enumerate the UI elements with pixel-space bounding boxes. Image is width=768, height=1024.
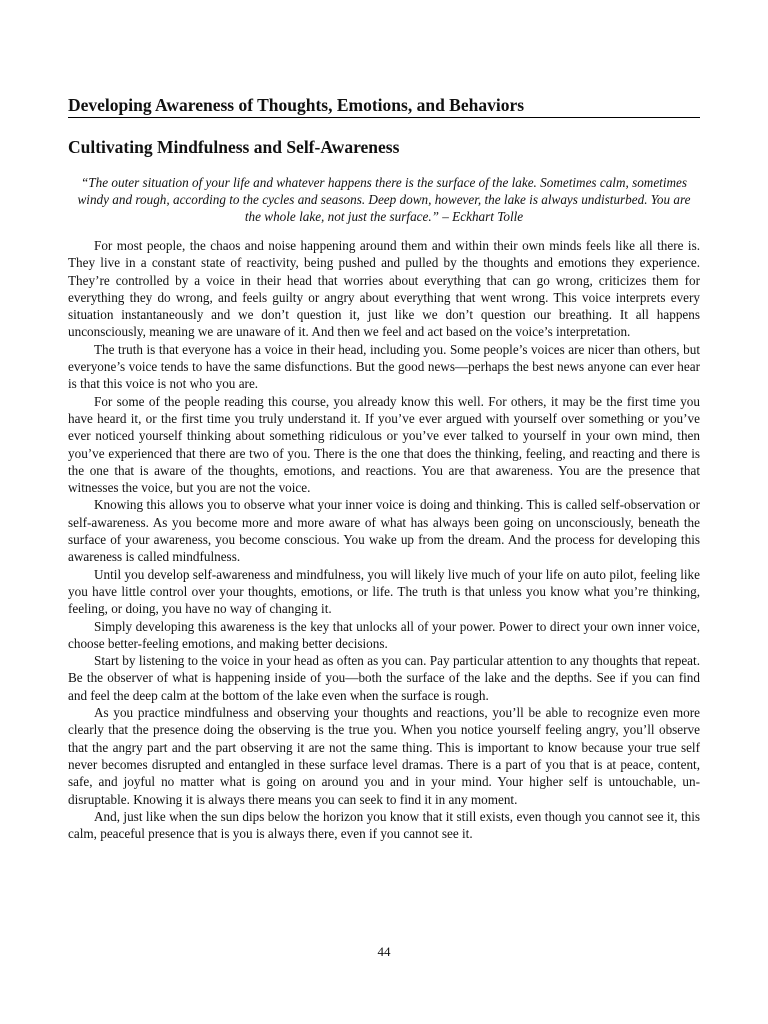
paragraph-4: Knowing this allows you to observe what your inner voice is doing and thinking. This is called self-observation or self-awareness. As you become more and more aware of what has always been going on unconsciously, beneath the surface of your awareness, you become conscious. You wake up from the dream. And the process for developing this awareness is called mindfulness. <box>68 497 700 565</box>
paragraph-7: Start by listening to the voice in your head as often as you can. Pay particular attention to any thoughts that repeat. Be the observer of what is happening inside of you—both the surface of the lake and the depths. See if you can find and feel the deep calm at the bottom of the lake even when the surface is rough. <box>68 653 700 703</box>
paragraph-2: The truth is that everyone has a voice in their head, including you. Some people’s voices are nicer than others, but everyone’s voice tends to have the same disfunctions. But the good news—perhaps the best news anyone can ever hear is that this voice is not who you are. <box>68 341 700 392</box>
epigraph-quote: “The outer situation of your life and whatever happens there is the surface of the lake. Sometimes calm, sometimes windy and rough, according to the cycles and seasons. Deep down, however, the lake is always undisturbed. You are the whole lake, not just the surface.” – Eckhart Tolle <box>77 175 691 225</box>
paragraph-3: For some of the people reading this course, you already know this well. For others, it may be the first time you have heard it, or the first time you truly understand it. If you’ve ever argued with yourself over something or you’ve ever noticed yourself thinking about something ridiculous or you’ve ever talked to yourself in your own mind, then you’ve experienced that there are two of you. There is the one that does the thinking, feeling, and reacting and there is the one that is aware of the thoughts, emotions, and reactions. You are that awareness. You are the presence that witnesses the voice, but you are not the voice. <box>68 393 700 496</box>
section-title: Cultivating Mindfulness and Self-Awareness <box>68 137 400 157</box>
paragraph-8: As you practice mindfulness and observing your thoughts and reactions, you’ll be able to recognize even more clearly that the presence doing the observing is the true you. When you notice yourself feeling angry, you’ll observe that the angry part and the part observing it are not the same thing. This is important to know because your true self never becomes disrupted and entangled in these surface level dramas. There is a part of you that is at peace, content, safe, and joyful no matter what is going on around you and in your mind. Your higher self is untouchable, un-disruptable. Knowing it is always there means you can seek to find it in any moment. <box>68 705 700 807</box>
body-text <box>68 237 700 842</box>
paragraph-9: And, just like when the sun dips below the horizon you know that it still exists, even though you cannot see it, this calm, peaceful presence that is you is always there, even if you cannot see it. <box>68 808 700 842</box>
chapter-title: Developing Awareness of Thoughts, Emotions, and Behaviors <box>68 94 700 118</box>
paragraph-5: Until you develop self-awareness and mindfulness, you will likely live much of your life on auto pilot, feeling like you have little control over your thoughts, emotions, or life. The truth is that unless you know what you’re thinking, feeling, or doing, you have no way of changing it. <box>68 566 700 617</box>
document-page <box>68 0 700 1024</box>
page-number: 44 <box>377 944 391 959</box>
paragraph-6: Simply developing this awareness is the key that unlocks all of your power. Power to direct your own inner voice, choose better-feeling emotions, and making better decisions. <box>68 618 700 651</box>
paragraph-1: For most people, the chaos and noise happening around them and within their own minds feels like all there is. They live in a constant state of reactivity, being pushed and pulled by the thoughts and emotions they experience. They’re controlled by a voice in their head that worries about everything that can go wrong, criticizes them for everything they do wrong, and feels guilty or angry about everything that went wrong. This voice interprets every situation instantaneously and we don’t question it, just like we don’t question our breathing. It all happens unconsciously, meaning we are unaware of it. And then we feel and act based on the voice’s interpretation. <box>68 238 700 340</box>
